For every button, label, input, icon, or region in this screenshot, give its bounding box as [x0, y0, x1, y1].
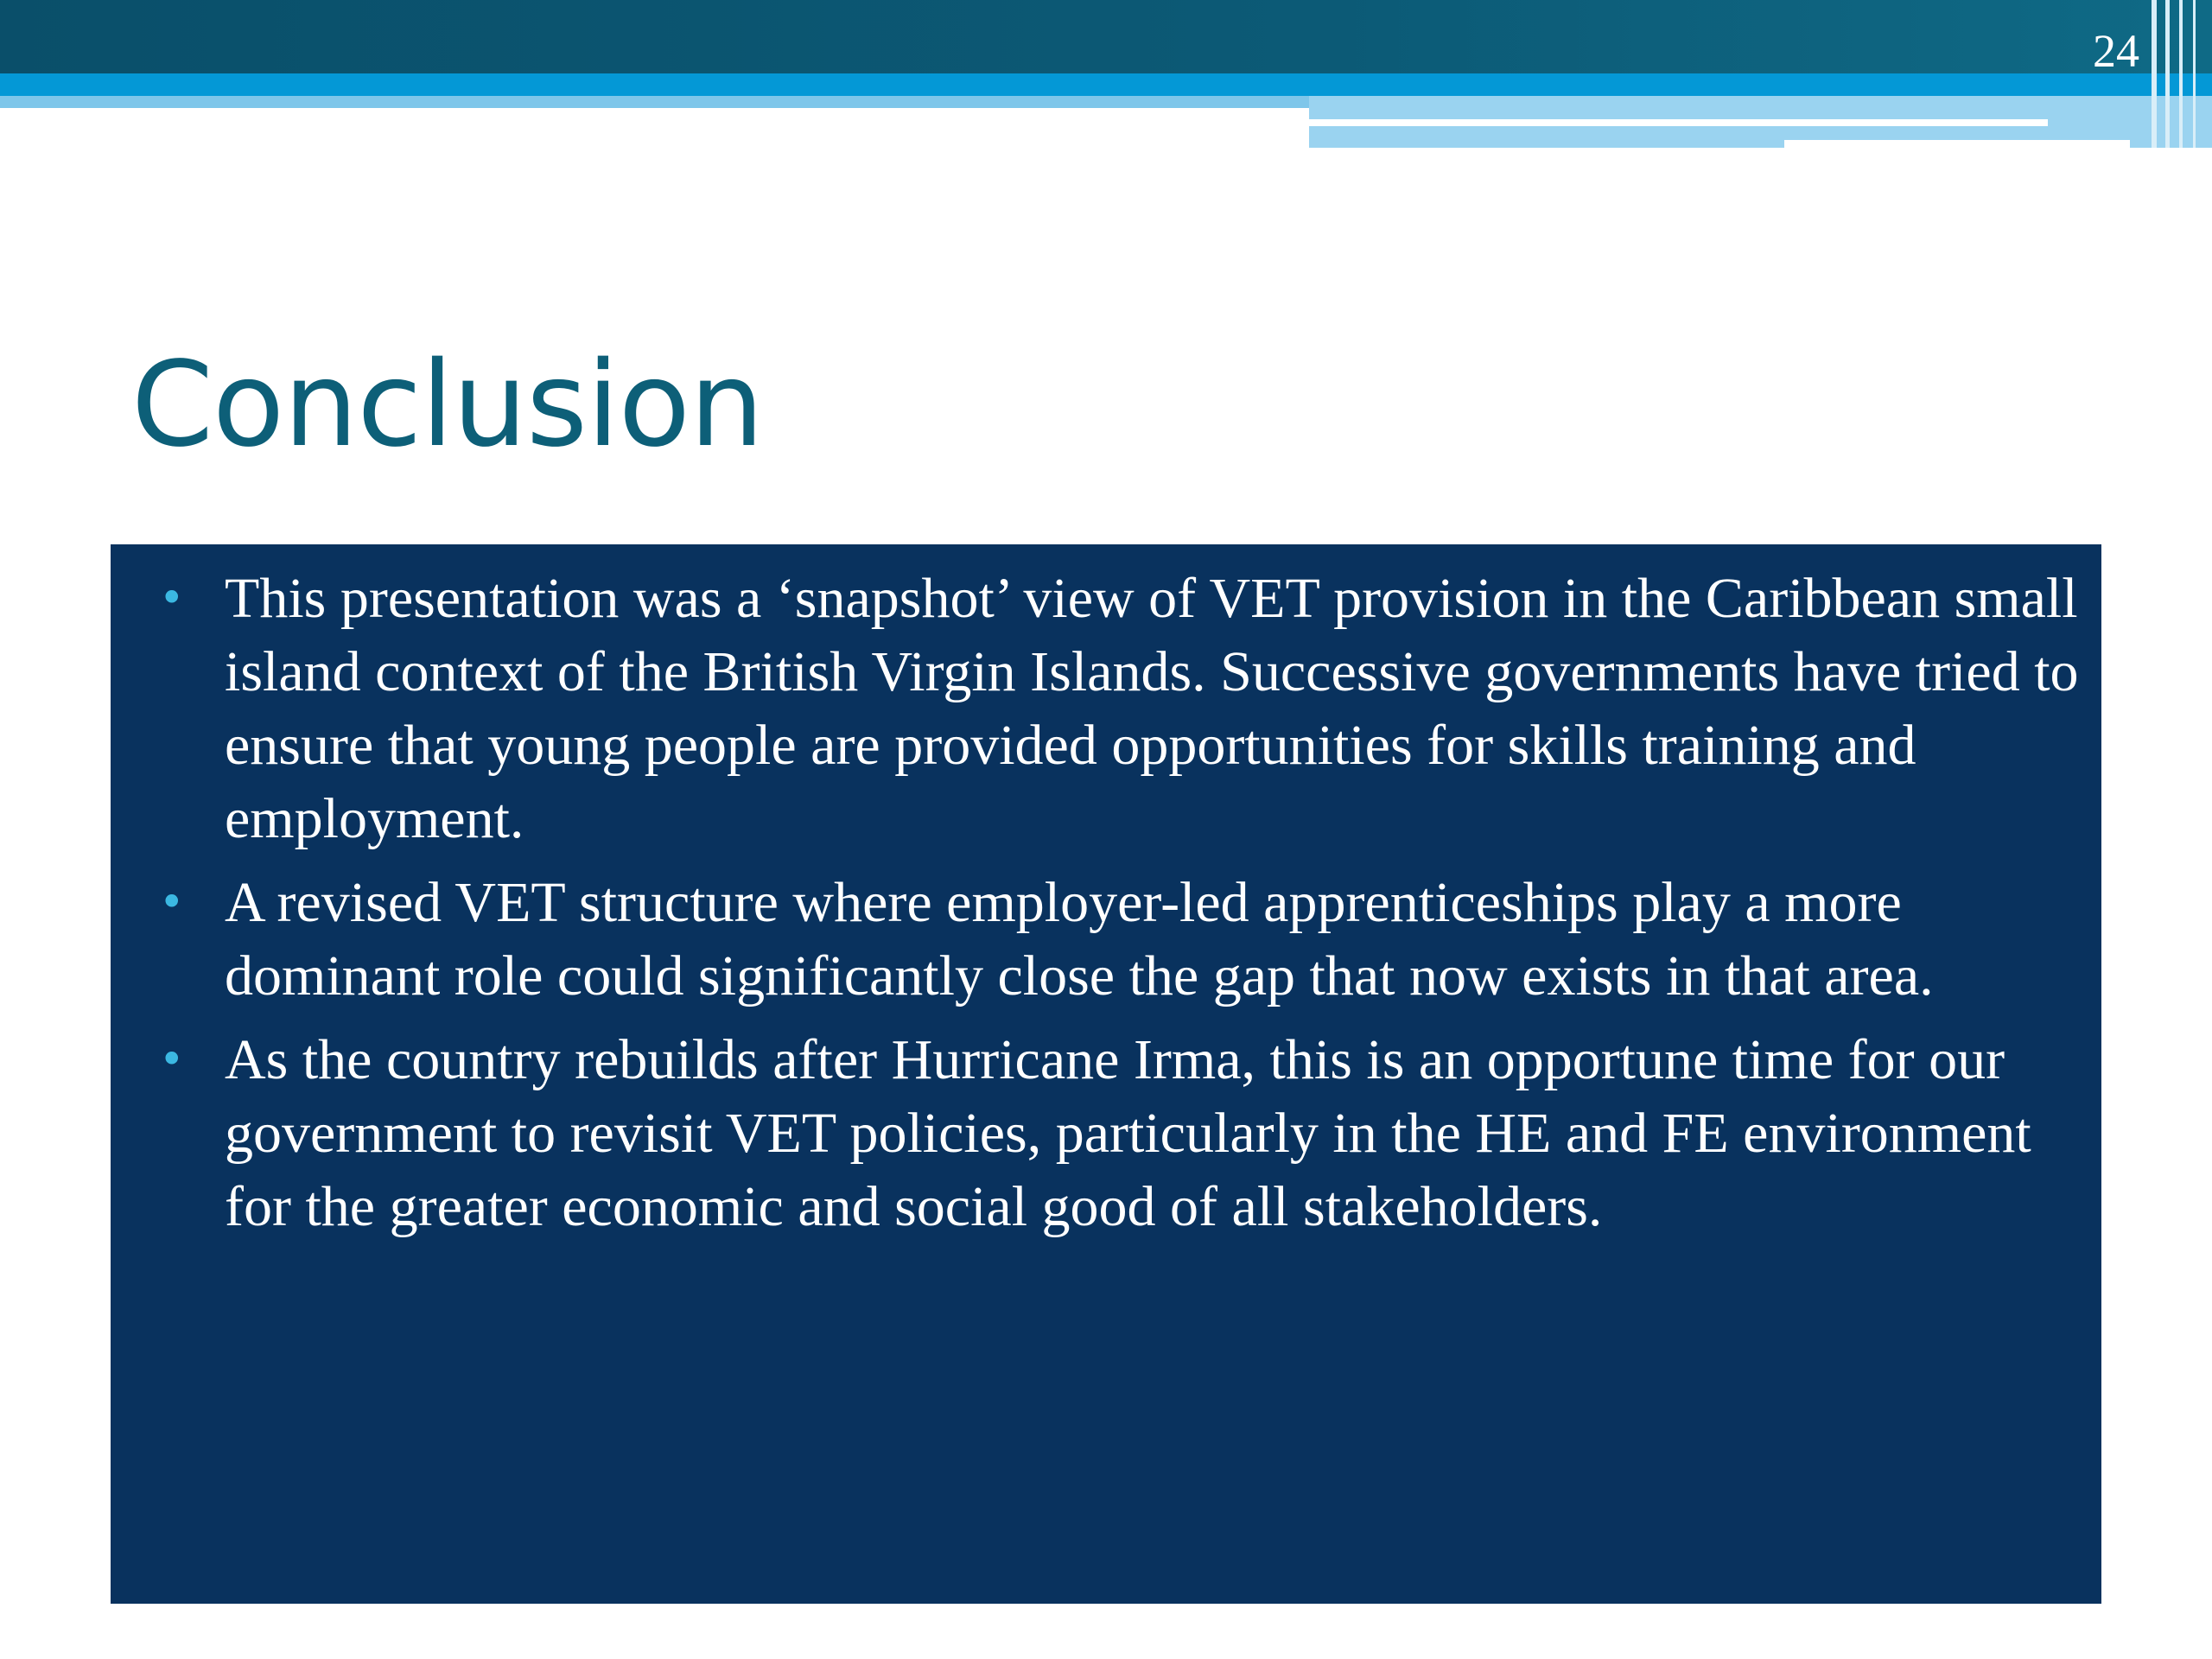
header-white-line — [1309, 119, 2048, 126]
header-edge-stripe — [2152, 0, 2157, 148]
content-box — [111, 544, 2101, 1604]
header-white-notch — [1784, 140, 2130, 148]
bullet-dot-icon: • — [159, 877, 185, 927]
bullet-item — [159, 866, 2084, 1013]
bullet-dot-icon: • — [159, 573, 185, 623]
slide-title: Conclusion — [131, 337, 764, 474]
bullet-text: A revised VET structure where employer-led apprenticeships play a more dominant role could significantly close the gap that now exists in that area. — [225, 871, 1934, 1007]
bullet-list — [159, 562, 2084, 1243]
bullet-text: As the country rebuilds after Hurricane Irma, this is an opportune time for our government to revisit VET policies, particularly in the HE and FE environment for the greater economic and social good of all stakeholders. — [225, 1028, 2031, 1238]
bullet-text: This presentation was a ‘snapshot’ view of VET provision in the Caribbean small island context of the British Virgin Islands. Successive governments have tried to ensure that young people are provided opportunities for skills training and employment. — [225, 567, 2079, 850]
header-blue-band — [0, 73, 2212, 96]
header-edge-stripe — [2179, 0, 2183, 148]
page-number: 24 — [2093, 25, 2139, 77]
header-dark-band — [0, 0, 2212, 73]
bullet-item — [159, 562, 2084, 855]
header-edge-stripe — [2193, 0, 2196, 148]
header-edge-stripe — [2165, 0, 2170, 148]
header-light-band — [0, 96, 1309, 108]
bullet-item — [159, 1023, 2084, 1243]
bullet-dot-icon: • — [159, 1034, 185, 1084]
